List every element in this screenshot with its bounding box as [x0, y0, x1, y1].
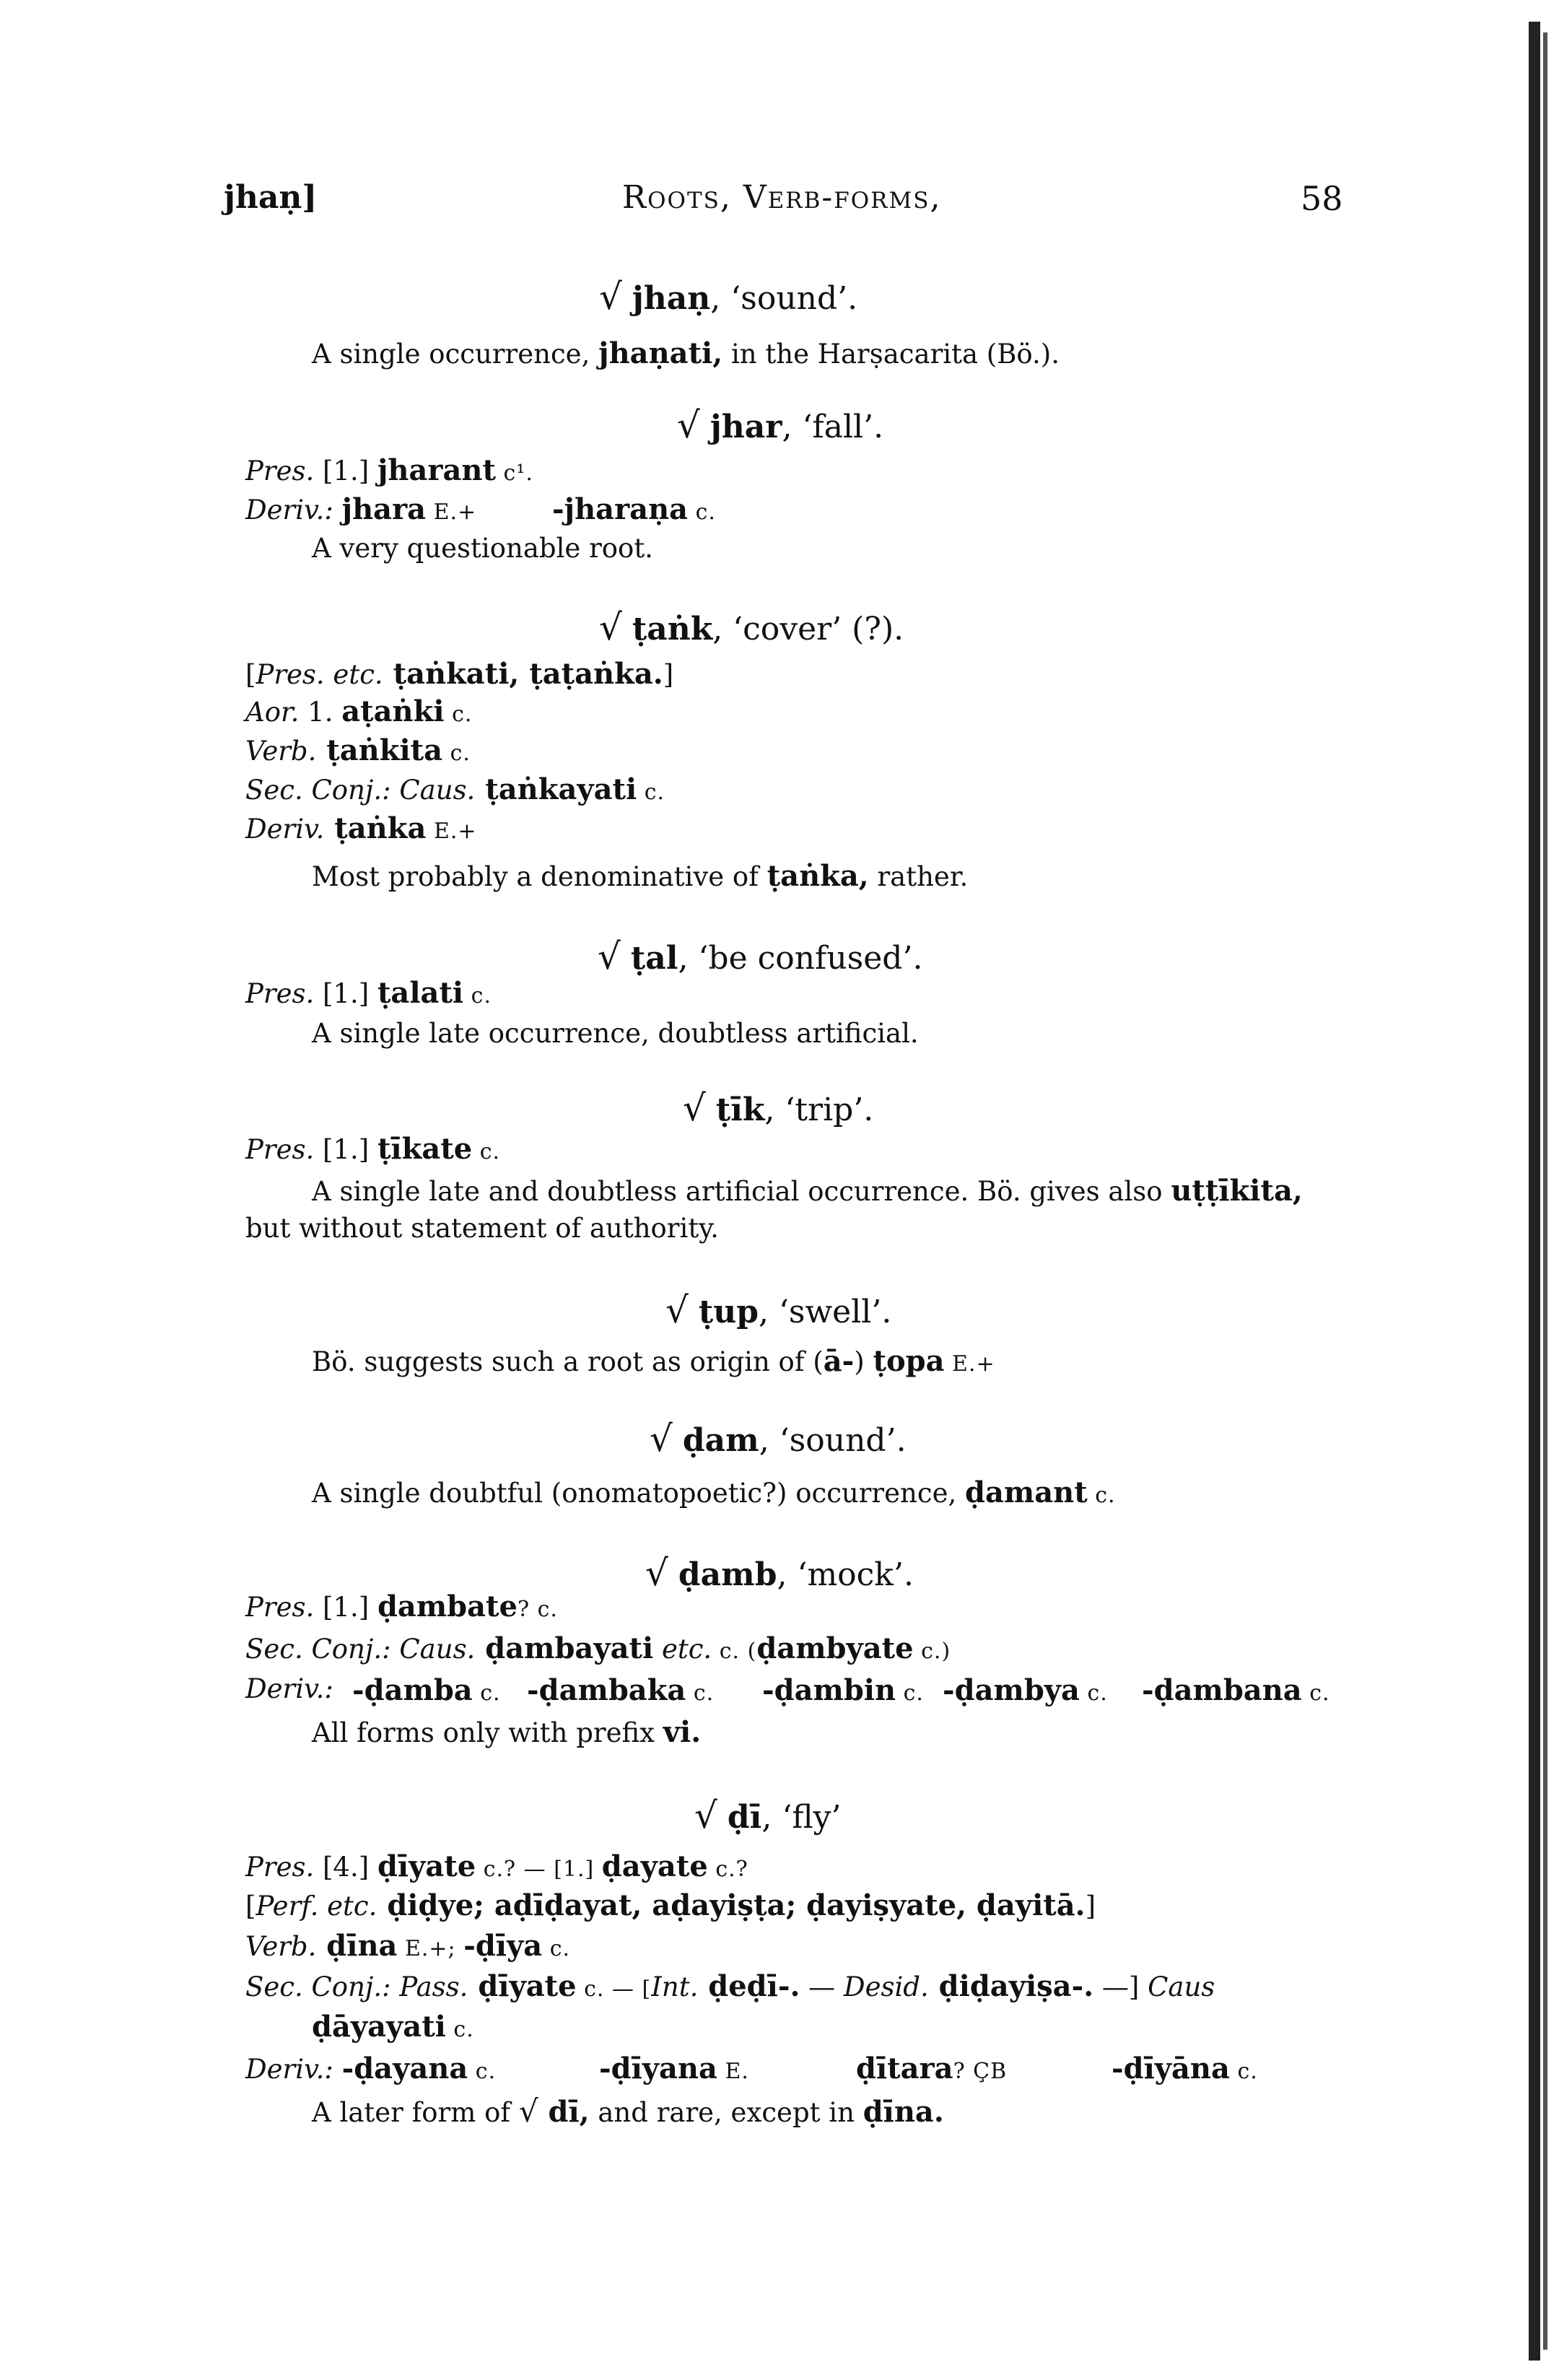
- root-gloss: , ‘sound’.: [710, 280, 858, 317]
- form: ṭaṅka: [324, 811, 427, 845]
- form: -ḍīyāna: [1112, 2052, 1230, 2085]
- derivative-line: Deriv.: -ḍayana c.: [245, 2052, 497, 2085]
- radical-sign: √: [518, 2093, 538, 2129]
- entry-heading: [650, 1418, 907, 1460]
- form: jharant: [377, 453, 496, 487]
- present-line: Pres. [1.] ṭalati c.: [245, 976, 492, 1010]
- form: aṭaṅki: [341, 694, 445, 728]
- form: ḍāyayati: [312, 2010, 446, 2044]
- entry-note: A single doubtful (onomatopoetic?) occurrence, ḍamant c.: [312, 1475, 1116, 1509]
- form: ḍīyate: [377, 1849, 476, 1883]
- form: vi.: [663, 1715, 702, 1749]
- form: jhara: [341, 492, 427, 526]
- root-word: jhar: [709, 409, 782, 445]
- radical-sign: √: [677, 404, 700, 446]
- entry-heading: [598, 936, 922, 977]
- entry-heading: [694, 1795, 842, 1836]
- entry-note: A very questionable root.: [312, 533, 653, 564]
- form: ḍambayati: [475, 1631, 654, 1665]
- radical-sign: √: [665, 1289, 689, 1331]
- radical-sign: √: [683, 1087, 706, 1129]
- derivative-item: ḍītara? ÇB: [856, 2052, 1008, 2085]
- form: uṭṭīkita,: [1171, 1174, 1303, 1208]
- form: ḍamant: [964, 1475, 1088, 1509]
- entry-note: All forms only with prefix vi.: [312, 1715, 702, 1749]
- form: -ḍayana: [341, 2052, 468, 2085]
- root-word: ṭīk: [715, 1091, 765, 1128]
- root-gloss: , ‘sound’.: [759, 1422, 907, 1459]
- form: ṭaṅkati, ṭaṭaṅka.: [383, 657, 663, 691]
- derivative-item: -ḍamba c.: [352, 1673, 501, 1707]
- root-gloss: , ‘fly’: [761, 1799, 842, 1836]
- derivative-item: -ḍīyāna c.: [1112, 2052, 1258, 2085]
- root-word: jhaṇ: [632, 280, 711, 317]
- page-edge-shadow: [1529, 22, 1540, 2361]
- entry-heading: [677, 404, 883, 446]
- radical-sign: √: [599, 276, 622, 318]
- aorist-line: Aor. 1. aṭaṅki c.: [245, 694, 473, 728]
- form: ṭopa: [873, 1344, 945, 1378]
- form: -ḍambya: [943, 1673, 1080, 1707]
- root-word: ṭup: [698, 1294, 759, 1330]
- form: ṭaṅkayati: [475, 772, 637, 806]
- header-title: Roots, Verb-forms,: [622, 179, 942, 216]
- form: -jharaṇa: [552, 492, 689, 526]
- form: ḍeḍī-.: [698, 1969, 800, 2003]
- page-edge-shadow-inner: [1543, 32, 1547, 2350]
- secondary-conjugation-line: Sec. Conj.: Caus. ḍambayati etc. c. (ḍambyate c.): [245, 1631, 951, 1665]
- root-gloss: , ‘cover’ (?).: [712, 611, 904, 648]
- form: ṭaṅka,: [767, 859, 869, 893]
- entry-heading: [599, 276, 857, 318]
- form: ḍiḍye; aḍīḍayat, aḍayiṣṭa; ḍayiṣyate, ḍayitā.: [377, 1888, 1086, 1922]
- secondary-conjugation-continuation: ḍāyayati c.: [312, 2010, 474, 2044]
- form: -ḍambana: [1142, 1673, 1302, 1707]
- present-line: Pres. [1.] jharant c¹.: [245, 453, 533, 487]
- form: -ḍīyana: [599, 2052, 717, 2085]
- perfect-line: [Perf. etc. ḍiḍye; aḍīḍayat, aḍayiṣṭa; ḍayiṣyate, ḍayitā.]: [245, 1888, 1096, 1922]
- derivative-line: Deriv. ṭaṅka E.+: [245, 811, 477, 845]
- form: -ḍamba: [352, 1673, 473, 1707]
- verbal-line: Verb. ḍīna E.+; -ḍīya c.: [245, 1929, 571, 1963]
- entry-heading: [645, 1552, 914, 1594]
- root-word: ḍam: [682, 1422, 759, 1459]
- entry-note: Bö. suggests such a root as origin of (ā-) ṭopa E.+: [312, 1344, 995, 1378]
- derivative-line: Deriv.: jhara E.+: [245, 492, 477, 526]
- entry-heading: [599, 606, 904, 648]
- root-gloss: , ‘swell’.: [758, 1294, 892, 1330]
- secondary-conjugation-line: Sec. Conj.: Pass. ḍīyate c. — [Int. ḍeḍī-. — Desid. ḍiḍayiṣa-. —] Caus: [245, 1969, 1215, 2003]
- radical-sign: √: [599, 606, 622, 648]
- present-line: Pres. [1.] ḍambate? c.: [245, 1590, 558, 1623]
- derivative-item: -ḍambana c.: [1142, 1673, 1330, 1707]
- root-word: ṭaṅk: [632, 611, 713, 648]
- form: ṭaṅkita: [316, 733, 443, 767]
- running-header: [0, 179, 1559, 230]
- radical-sign: √: [598, 936, 621, 977]
- form: ḍiḍayiṣa-.: [928, 1969, 1094, 2003]
- root-gloss: , ‘fall’.: [782, 409, 884, 445]
- derivative-item: -ḍambaka c.: [527, 1673, 715, 1707]
- header-catchword: jhaṇ]: [224, 179, 318, 216]
- form: ḍītara: [856, 2052, 953, 2085]
- entry-note: A single late occurrence, doubtless artificial.: [312, 1018, 919, 1049]
- radical-sign: √: [645, 1552, 668, 1594]
- form: ṭīkate: [377, 1132, 473, 1166]
- entry-note: A single occurrence, jhaṇati, in the Harṣacarita (Bö.).: [312, 336, 1060, 370]
- form: ḍambate: [377, 1590, 518, 1623]
- derivative-line: Deriv.:: [245, 1673, 333, 1704]
- derivative-item: -ḍambin c.: [762, 1673, 924, 1707]
- entry-heading: [683, 1087, 873, 1129]
- form: ḍambyate: [756, 1631, 914, 1665]
- root-word: ṭal: [630, 940, 678, 977]
- entry-note-continuation: but without statement of authority.: [245, 1213, 719, 1244]
- entry-heading: [665, 1289, 891, 1331]
- form: ḍayate: [601, 1849, 708, 1883]
- form: ḍīna.: [863, 2095, 944, 2129]
- verbal-line: Verb. ṭaṅkita c.: [245, 733, 471, 767]
- form: dī,: [538, 2095, 590, 2129]
- secondary-conjugation-line: Sec. Conj.: Caus. ṭaṅkayati c.: [245, 772, 665, 806]
- form: jhaṇati,: [598, 336, 723, 370]
- form: -ḍīya: [463, 1929, 543, 1963]
- form: -ḍambaka: [527, 1673, 686, 1707]
- form: -ḍambin: [762, 1673, 896, 1707]
- form: ṭalati: [377, 976, 464, 1010]
- root-word: ḍī: [727, 1799, 762, 1836]
- root-gloss: , ‘mock’.: [777, 1556, 914, 1593]
- present-line: [Pres. etc. ṭaṅkati, ṭaṭaṅka.]: [245, 657, 674, 691]
- derivative-item: -ḍambya c.: [943, 1673, 1108, 1707]
- entry-note: A single late and doubtless artificial occurrence. Bö. gives also uṭṭīkita,: [312, 1174, 1303, 1208]
- present-line: Pres. [1.] ṭīkate c.: [245, 1132, 501, 1166]
- form: ḍīyate: [468, 1969, 577, 2003]
- present-line: Pres. [4.] ḍīyate c.? — [1.] ḍayate c.?: [245, 1849, 748, 1883]
- entry-note: Most probably a denominative of ṭaṅka, rather.: [312, 859, 969, 893]
- form: ā-: [823, 1344, 855, 1378]
- page-number: 58: [1301, 179, 1343, 218]
- form: ḍīna: [316, 1929, 398, 1963]
- radical-sign: √: [650, 1418, 673, 1460]
- radical-sign: √: [694, 1795, 717, 1836]
- derivative-item: -ḍīyana E.: [599, 2052, 749, 2085]
- derivative-item: -jharaṇa c.: [552, 492, 716, 526]
- entry-note: A later form of √ dī, and rare, except in ḍīna.: [312, 2093, 944, 2129]
- root-gloss: , ‘trip’.: [764, 1091, 874, 1128]
- root-gloss: , ‘be confused’.: [678, 940, 923, 977]
- root-word: ḍamb: [678, 1556, 777, 1593]
